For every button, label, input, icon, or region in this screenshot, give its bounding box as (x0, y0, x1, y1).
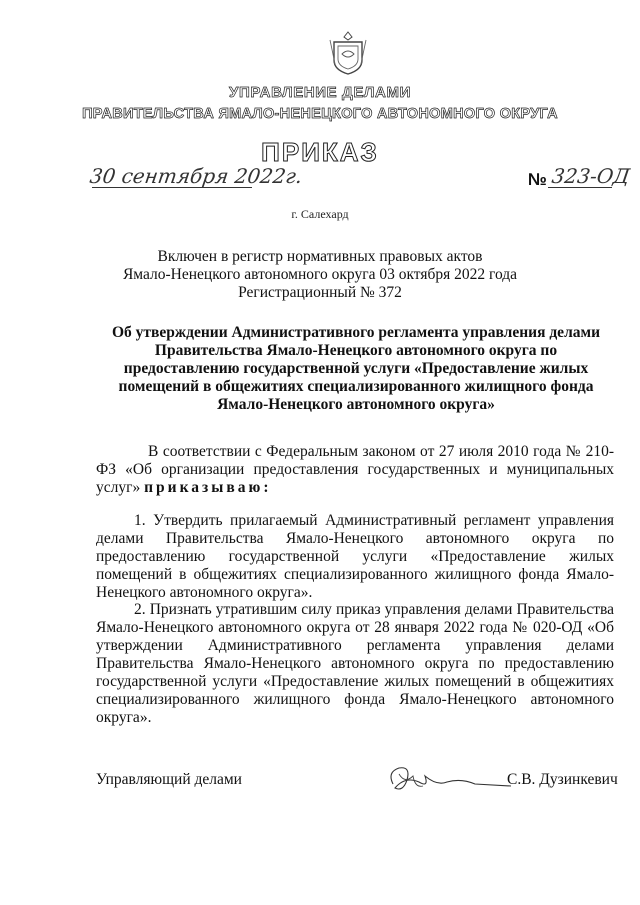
document-heading: Об утверждении Административного регламента управления делами Правительства Ямало-Ненецкого автономного округа по предоставлению государственной услуги «Предоставление жилых помещений в общежитиях специализированного жилищного фонда Ямало-Ненецкого автономного округа» (111, 324, 600, 413)
number-underline (548, 187, 612, 188)
date-underline (92, 187, 252, 188)
document-number: 323-ОД (550, 164, 632, 188)
registration-line1: Включен в регистр нормативных правовых актов (157, 248, 483, 265)
item-1: 1. Утвердить прилагаемый Административный регламент управления делами Правительства Ямало-Ненецкого автономного округа по предоставлению государственной услуги «Предоставление жилых помещений в общежитиях специализированного жилищного фонда Ямало-Ненецкого автономного округа». (96, 512, 614, 601)
handwritten-signature-icon (385, 758, 515, 802)
city: г. Салехард (291, 207, 349, 221)
signer-position: Управляющий делами (96, 771, 242, 788)
org-name-line2: ПРАВИТЕЛЬСТВА ЯМАЛО-НЕНЕЦКОГО АВТОНОМНОГО ОКРУГА (82, 106, 558, 122)
order-word: приказываю: (144, 479, 272, 496)
document-type: ПРИКАЗ (261, 137, 379, 167)
intro-paragraph (96, 443, 614, 497)
registration-line3: Регистрационный № 372 (238, 284, 402, 301)
number-label: № (528, 170, 547, 189)
signer-name: С.В. Дузинкевич (507, 771, 618, 788)
registration-line2: Ямало-Ненецкого автономного округа 03 октября 2022 года (122, 266, 518, 283)
intro-text: В соответствии с Федеральным законом от 27 июля 2010 года № 210-ФЗ «Об организации предоставления государственных и муниципальных услуг» (96, 443, 614, 496)
org-name-line1: УПРАВЛЕНИЕ ДЕЛАМИ (229, 84, 411, 101)
document-date: 30 сентября 2022г. (88, 164, 304, 188)
item-2: 2. Признать утратившим силу приказ управления делами Правительства Ямало-Ненецкого автономного округа от 28 января 2022 года № 020-ОД «Об утверждении Административного регламента управления делами Правительства Ямало-Ненецкого автономного округа по предоставлению государственной услуги «Предоставление жилых помещений в общежитиях специализированного жилищного фонда Ямало-Ненецкого автономного округа». (96, 601, 614, 726)
coat-of-arms-icon (329, 30, 367, 76)
